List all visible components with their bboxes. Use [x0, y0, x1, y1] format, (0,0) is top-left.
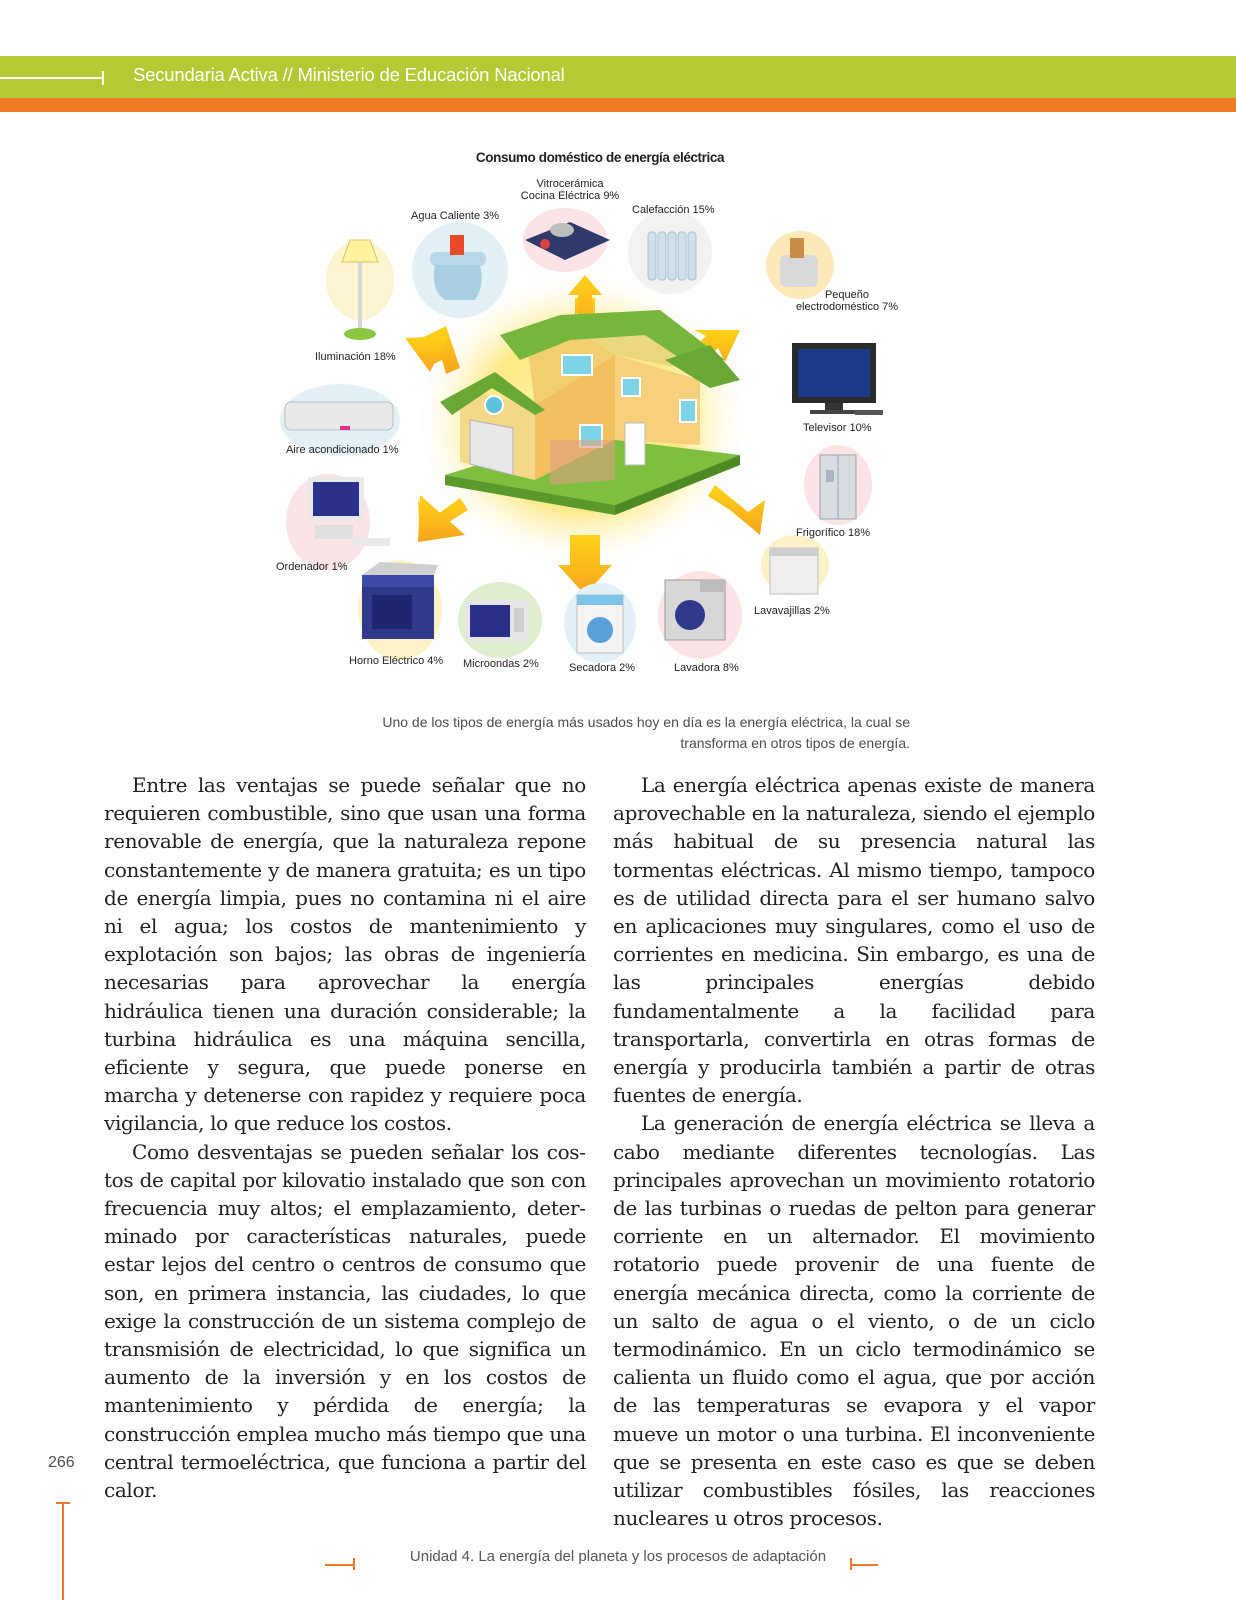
oven-icon [358, 560, 442, 660]
header-rule [0, 77, 104, 79]
body-column-left [104, 771, 586, 1504]
label-lavadora: Lavadora 8% [674, 662, 739, 674]
page-number: 266 [48, 1454, 75, 1471]
label-microondas: Microondas 2% [463, 658, 539, 670]
stove-icon [523, 208, 610, 272]
dryer-icon [564, 583, 636, 663]
body-column-right [613, 771, 1095, 1532]
label-televisor: Televisor 10% [803, 422, 872, 434]
faucet-icon [412, 222, 508, 318]
label-frigorifico: Frigorífico 18% [796, 527, 870, 539]
label-aire-acondicionado: Aire acondicionado 1% [286, 444, 399, 456]
figure-caption: Uno de los tipos de energía más usados hoy en día es la energía eléctrica, la cual se transforma en otros tipos de energía. [382, 714, 910, 751]
dishwasher-icon [761, 535, 829, 595]
label-ordenador: Ordenador 1% [276, 561, 348, 573]
footer-tick-right [850, 1558, 852, 1570]
computer-icon [286, 474, 390, 570]
label-pequeno-electrodomestico: Pequeño electrodoméstico 7% [795, 289, 899, 313]
footer-rule-right [850, 1564, 878, 1566]
infographic-illustration [270, 140, 950, 700]
header-accent-stripe [0, 98, 1236, 112]
label-horno-electrico: Horno Eléctrico 4% [349, 655, 444, 667]
footer [0, 1548, 1236, 1565]
fridge-icon [804, 445, 872, 525]
paragraph: Como desventajas se pueden señalar los costos de capital por kilovatio instalado que son con frecuencia muy altos; el emplazamiento, determinado por características naturales, puede estar lejos del centro o centros de consumo que son, en primera instancia, las ciudades, lo que exige la construcción de un sistema complejo de transmisión de electricidad, lo que significa un aumento de la inversión y en los costos de mantenimiento y pérdida de energía; la construcción emplea mucho más tiempo que una central termoeléctrica, que funciona a partir del calor. [104, 1139, 586, 1503]
paragraph: Entre las ventajas se puede señalar que no requieren combustible, sino que usan una forma renovable de energía, que la naturaleza repone constantemente y de manera gratuita; es un tipo de energía limpia, pues no contamina ni el aire ni el agua; los costos de mantenimiento y explotación son bajos; las obras de ingeniería necesarias para aprovechar la energía hidráulica tienen una duración considerable; la turbina hidráulica es una máquina sencilla, eficiente y segura, que puede ponerse en marcha y detenerse con rapidez y requiere poca vigilancia, lo que reduce los costos. [104, 773, 586, 1136]
footer-unit-title: La energía del planeta y los procesos de adaptación [478, 1548, 827, 1565]
label-calefaccion: Calefacción 15% [632, 204, 715, 216]
radiator-icon [628, 210, 712, 294]
tv-icon [792, 343, 883, 415]
washing-machine-icon [658, 571, 742, 659]
label-lavavajillas: Lavavajillas 2% [754, 605, 830, 617]
infographic-title: Consumo doméstico de energía eléctrica [475, 150, 725, 165]
paragraph: La energía eléctrica apenas existe de manera aprovechable en la naturaleza, siendo el ejemplo más habitual de su presencia natural las tormentas eléctricas. Al mismo tiempo, tampoco es de utilidad directa para el ser humano salvo en aplicaciones muy singulares, como el uso de corrientes en medicina. Sin embargo, es una de las principales energías debido fundamentalmente a la facilidad para transportarla, convertirla en otras formas de energía y producirla también a partir de otras fuentes de energía. [613, 773, 1095, 1108]
header-title: Secundaria Activa // Ministerio de Educación Nacional [133, 64, 565, 85]
lamp-icon [326, 240, 394, 340]
energy-consumption-infographic [270, 140, 950, 700]
label-secadora: Secadora 2% [569, 662, 636, 674]
microwave-icon [458, 582, 542, 658]
header-tick [102, 71, 104, 85]
paragraph: La generación de energía eléctrica se lleva a cabo mediante diferentes tecnologías. Las principales aprovechan un movimiento rotatorio de las turbinas o ruedas de pelton para generar corriente en un alternador. El movimiento rotatorio puede provenir de una fuente de energía mecánica directa, como la corriente de un salto de agua o el viento, o de un ciclo termodinámico. En un ciclo termodinámico se calienta un fluido como el agua, que por acción de las temperaturas se evapora y el vapor mueve un motor o una turbina. El inconveniente que se presenta en este caso es que se deben utilizar combustibles fósiles, las reacciones nucleares u otros procesos. [613, 1111, 1095, 1531]
label-agua-caliente: Agua Caliente 3% [411, 210, 500, 222]
label-vitroceramica: Vitrocerámica Cocina Eléctrica 9% [520, 178, 620, 202]
footer-unit-label: Unidad 4. [409, 1548, 475, 1565]
label-iluminacion: Iluminación 18% [315, 351, 396, 363]
